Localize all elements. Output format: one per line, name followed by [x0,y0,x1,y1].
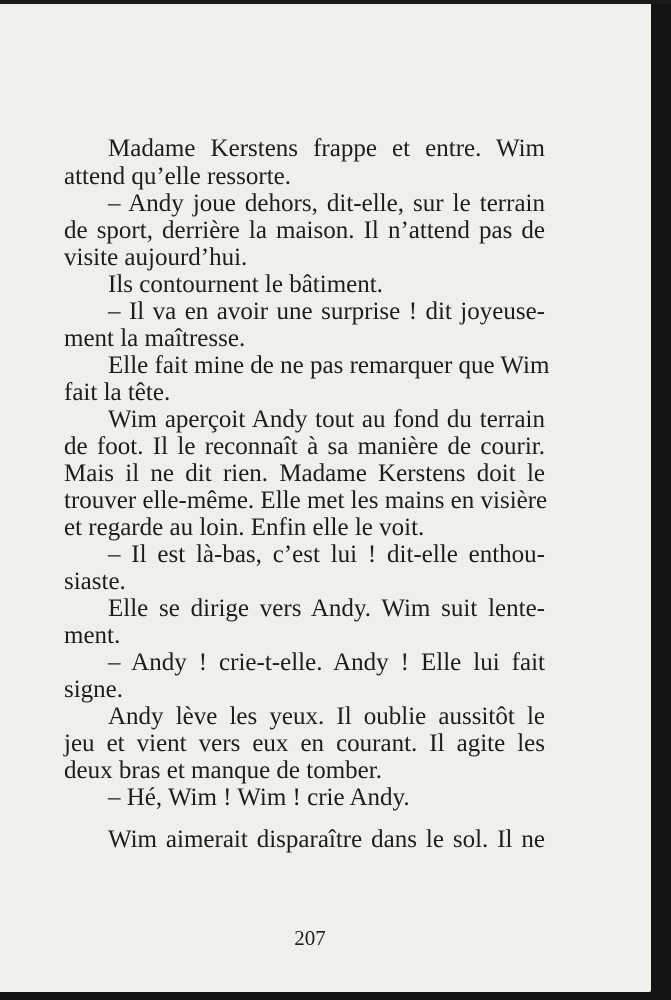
text-line-17: siaste. [64,568,126,595]
text-line-2: attend qu’elle ressorte. [64,163,291,190]
text-line-3: – Andy joue dehors, dit-elle, sur le terrain [108,190,545,217]
text-line-11: Wim aperçoit Andy tout au fond du terrain [108,406,545,433]
text-line-25: – Hé, Wim ! Wim ! crie Andy. [108,784,410,811]
text-line-14: trouver elle-même. Elle met les mains en visière [64,487,548,514]
text-line-12: de foot. Il le reconnaît à sa manière de courir. [64,433,545,460]
page-top-edge [0,0,671,4]
text-line-20: – Andy ! crie-t-elle. Andy ! Elle lui fait [108,649,545,676]
text-line-26: Wim aimerait disparaître dans le sol. Il ne [108,826,545,853]
text-line-16: – Il est là-bas, c’est lui ! dit-elle enthou- [108,541,545,568]
text-line-21: signe. [64,676,124,703]
text-line-8: ment la maîtresse. [64,325,246,352]
text-line-24: deux bras et manque de tomber. [64,757,382,784]
text-line-5: visite aujourd’hui. [64,244,248,271]
text-line-4: de sport, derrière la maison. Il n’attend pas de [64,217,545,244]
text-line-19: ment. [64,622,121,649]
text-line-6: Ils contournent le bâtiment. [108,271,383,298]
text-line-1: Madame Kerstens frappe et entre. Wim [108,135,545,162]
text-line-23: jeu et vient vers eux en courant. Il agite les [64,730,545,757]
text-line-18: Elle se dirige vers Andy. Wim suit lente- [108,595,545,622]
page-number: 207 [294,926,326,950]
text-line-7: – Il va en avoir une surprise ! dit joyeuse- [108,298,545,325]
text-line-13: Mais il ne dit rien. Madame Kerstens doit le [64,460,545,487]
text-line-9: Elle fait mine de ne pas remarquer que Wim [108,352,550,379]
text-line-15: et regarde au loin. Enfin elle le voit. [64,514,425,541]
text-line-22: Andy lève les yeux. Il oublie aussitôt le [108,703,545,730]
text-line-10: fait la tête. [64,379,171,406]
